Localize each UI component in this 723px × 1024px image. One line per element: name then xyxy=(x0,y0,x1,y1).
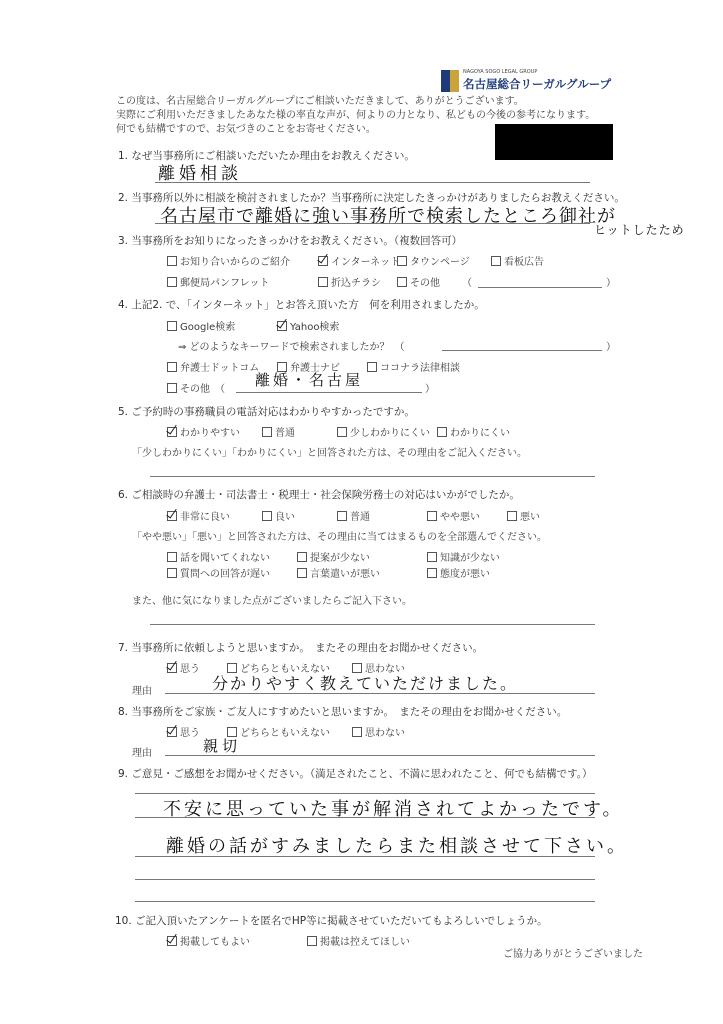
q6-reason-not-listening[interactable]: 話を聞いてくれない xyxy=(167,549,270,564)
checkbox[interactable] xyxy=(167,383,177,393)
checkbox-checked[interactable] xyxy=(318,256,328,266)
logo-name: 名古屋総合リーガルグループ xyxy=(463,77,612,91)
q6-followup: 「やや悪い」「悪い」と回答された方は、その理由に当てはまるものを全部選んでください。 xyxy=(132,532,547,543)
q7-question: 7. 当事務所に依頼しようと思いますか。 またその理由をお聞かせください。 xyxy=(118,642,484,654)
q7-reason-answer: 分かりやすく教えていただけました。 xyxy=(212,674,519,693)
q6-option-slightly-bad[interactable]: やや悪い xyxy=(427,508,480,523)
q6-reason-few-proposals[interactable]: 提案が少ない xyxy=(297,549,370,564)
logo-subtitle: NAGOYA SOGO LEGAL GROUP xyxy=(463,69,538,75)
q4-other-field[interactable] xyxy=(236,392,422,393)
checkbox[interactable] xyxy=(167,277,177,287)
q6-reason-bad-language[interactable]: 言葉遣いが悪い xyxy=(297,565,380,580)
q8-option-yes[interactable]: 思う xyxy=(167,724,200,739)
q3-option-flyer[interactable]: 折込チラシ xyxy=(318,274,381,289)
q3-option-postoffice[interactable]: 郵便局パンフレット xyxy=(167,274,270,289)
q3-option-townpage[interactable]: タウンページ xyxy=(397,253,470,268)
q9-question: 9. ご意見・ご感想をお聞かせください。（満足されたこと、不満に思われたこと、何でも結構です。） xyxy=(118,768,593,780)
q6-option-normal[interactable]: 普通 xyxy=(337,508,370,523)
checkbox[interactable] xyxy=(337,427,347,437)
q9-line-3[interactable] xyxy=(135,856,595,857)
checkbox[interactable] xyxy=(297,568,307,578)
q6-other-prompt: また、他に気になりました点がございましたらご記入下さい。 xyxy=(132,596,412,607)
checkbox[interactable] xyxy=(367,362,377,372)
checkbox-checked[interactable] xyxy=(277,321,287,331)
q10-option-ok[interactable]: 掲載してもよい xyxy=(167,933,250,948)
checkbox[interactable] xyxy=(427,511,437,521)
checkbox[interactable] xyxy=(352,727,362,737)
checkbox[interactable] xyxy=(167,568,177,578)
q5-option-slightly-hard[interactable]: 少しわかりにくい xyxy=(337,424,430,439)
checkbox[interactable] xyxy=(397,277,407,287)
q4-option-google[interactable]: Google検索 xyxy=(167,318,235,333)
checkbox-checked[interactable] xyxy=(167,727,177,737)
q4-keyword-field[interactable] xyxy=(442,350,602,351)
checkbox[interactable] xyxy=(397,256,407,266)
q8-question: 8. 当事務所をご家族・ご友人にすすめたいと思いますか。 またその理由をお聞かせください。 xyxy=(118,706,568,718)
q2-answer-line-1: 名古屋市で離婚に強い事務所で検索したところ御社が xyxy=(160,206,616,227)
q7-reason-label: 理由 xyxy=(132,686,152,697)
checkbox[interactable] xyxy=(437,427,447,437)
q7-option-neither[interactable]: どちらともいえない xyxy=(227,660,330,675)
q6-option-good[interactable]: 良い xyxy=(262,508,295,523)
q10-option-decline[interactable]: 掲載は控えてほしい xyxy=(307,933,410,948)
q3-option-internet[interactable]: インターネット xyxy=(318,253,400,268)
q2-answer-line xyxy=(155,223,590,224)
q8-reason-label: 理由 xyxy=(132,748,152,759)
q3-other-open-paren: （ xyxy=(462,278,472,289)
q6-question: 6. ご相談時の弁護士・司法書士・税理士・社会保険労務士の対応はいかがでしたか。 xyxy=(118,489,520,501)
q4-option-other[interactable]: その他 （ xyxy=(167,380,225,395)
logo-mark-accent xyxy=(450,70,459,92)
intro-line-1: この度は、名古屋総合リーガルグループにご相談いただきまして、ありがとうございます。 xyxy=(116,96,524,107)
checkbox[interactable] xyxy=(318,277,328,287)
redacted-name-block xyxy=(495,124,613,160)
q7-option-yes[interactable]: 思う xyxy=(167,660,200,675)
q5-option-easy[interactable]: わかりやすい xyxy=(167,424,240,439)
intro-line-2: 実際にご利用いただきましたあなた様の率直な声が、何よりの力となり、私どもの今後の参考になります。 xyxy=(116,110,596,121)
q3-option-signboard[interactable]: 看板広告 xyxy=(491,253,544,268)
q3-option-referral[interactable]: お知り合いからのご紹介 xyxy=(167,253,290,268)
checkbox[interactable] xyxy=(262,427,272,437)
checkbox[interactable] xyxy=(427,552,437,562)
q6-other-field[interactable] xyxy=(150,624,595,625)
q5-option-hard[interactable]: わかりにくい xyxy=(437,424,510,439)
checkbox[interactable] xyxy=(307,936,317,946)
intro-line-3: 何でも結構ですので、お気づきのことをお寄せください。 xyxy=(116,124,376,135)
q4-site-coconala[interactable]: ココナラ法律相談 xyxy=(367,359,460,374)
q9-answer-2: 離婚の話がすみましたらまた相談させて下さい。 xyxy=(166,836,628,857)
q1-question: 1. なぜ当事務所にご相談いただいたか理由をお教えください。 xyxy=(118,150,415,162)
q3-question: 3. 当事務所をお知りになったきっかけをお教えください。（複数回答可） xyxy=(118,235,463,247)
q8-reason-field[interactable] xyxy=(165,755,595,756)
q6-option-very-good[interactable]: 非常に良い xyxy=(167,508,230,523)
checkbox[interactable] xyxy=(262,511,272,521)
q5-reason-field[interactable] xyxy=(150,476,595,477)
q7-reason-field[interactable] xyxy=(165,693,595,694)
q8-option-neither[interactable]: どちらともいえない xyxy=(227,724,330,739)
q2-answer-line-2: ヒットしたため xyxy=(594,223,685,237)
q7-option-no[interactable]: 思わない xyxy=(352,660,405,675)
checkbox[interactable] xyxy=(167,362,177,372)
checkbox-checked[interactable] xyxy=(167,511,177,521)
q6-option-bad[interactable]: 悪い xyxy=(507,508,540,523)
q4-site-bengoshi-navi[interactable]: 弁護士ナビ xyxy=(277,359,340,374)
q4-other-close-paren: ） xyxy=(425,384,435,395)
checkbox[interactable] xyxy=(297,552,307,562)
q3-other-field[interactable] xyxy=(478,287,602,288)
q9-line-5[interactable] xyxy=(135,901,595,902)
checkbox[interactable] xyxy=(427,568,437,578)
q4-keyword-prompt: ⇒ どのようなキーワードで検索されましたか？ （ xyxy=(178,342,405,353)
logo xyxy=(441,68,611,96)
q5-option-normal[interactable]: 普通 xyxy=(262,424,295,439)
q8-reason-answer: 親切 xyxy=(203,737,242,755)
q3-other-close-paren: ） xyxy=(606,278,616,289)
q4-question: 4. 上記2. で、「インターネット」とお答え頂いた方 何を利用されましたか。 xyxy=(118,299,485,311)
q4-option-yahoo[interactable]: Yahoo検索 xyxy=(277,318,339,333)
q6-reason-little-knowledge[interactable]: 知識が少ない xyxy=(427,549,500,564)
q9-answer-1: 不安に思っていた事が解消されてよかったです。 xyxy=(163,799,624,820)
q2-question: 2. 当事務所以外に相談を検討されましたか？当事務所に決定したきっかけがありましたらお教えください。 xyxy=(118,192,625,204)
q9-line-2[interactable] xyxy=(135,817,595,818)
footer-thanks: ご協力ありがとうございました xyxy=(503,949,643,960)
q1-answer: 離婚相談 xyxy=(158,164,242,184)
checkbox-checked[interactable] xyxy=(167,663,177,673)
q10-question: 10. ご記入頂いたアンケートを匿名でHP等に掲載させていただいてもよろしいでしょうか。 xyxy=(115,915,548,927)
checkbox[interactable] xyxy=(167,256,177,266)
q4-keyword-close-paren: ） xyxy=(606,342,616,353)
q5-question: 5. ご予約時の事務職員の電話対応はわかりやすかったですか。 xyxy=(118,406,415,418)
checkbox[interactable] xyxy=(167,321,177,331)
q6-reason-slow-answers[interactable]: 質問への回答が遅い xyxy=(167,565,270,580)
q1-answer-line xyxy=(155,182,590,183)
q8-option-no[interactable]: 思わない xyxy=(352,724,405,739)
q5-followup: 「少しわかりにくい」「わかりにくい」と回答された方は、その理由をご記入ください。 xyxy=(132,448,527,459)
q4-other-answer: 離婚・名古屋 xyxy=(255,371,364,389)
q4-site-bengoshi-dotcom[interactable]: 弁護士ドットコム xyxy=(167,359,259,374)
checkbox-checked[interactable] xyxy=(167,427,177,437)
checkbox-checked[interactable] xyxy=(167,936,177,946)
checkbox[interactable] xyxy=(507,511,517,521)
q9-line-1[interactable] xyxy=(135,793,595,794)
q3-option-other[interactable]: その他 xyxy=(397,274,440,289)
checkbox[interactable] xyxy=(491,256,501,266)
q6-reason-bad-attitude[interactable]: 態度が悪い xyxy=(427,565,490,580)
checkbox[interactable] xyxy=(167,552,177,562)
q9-line-4[interactable] xyxy=(135,879,595,880)
checkbox[interactable] xyxy=(337,511,347,521)
